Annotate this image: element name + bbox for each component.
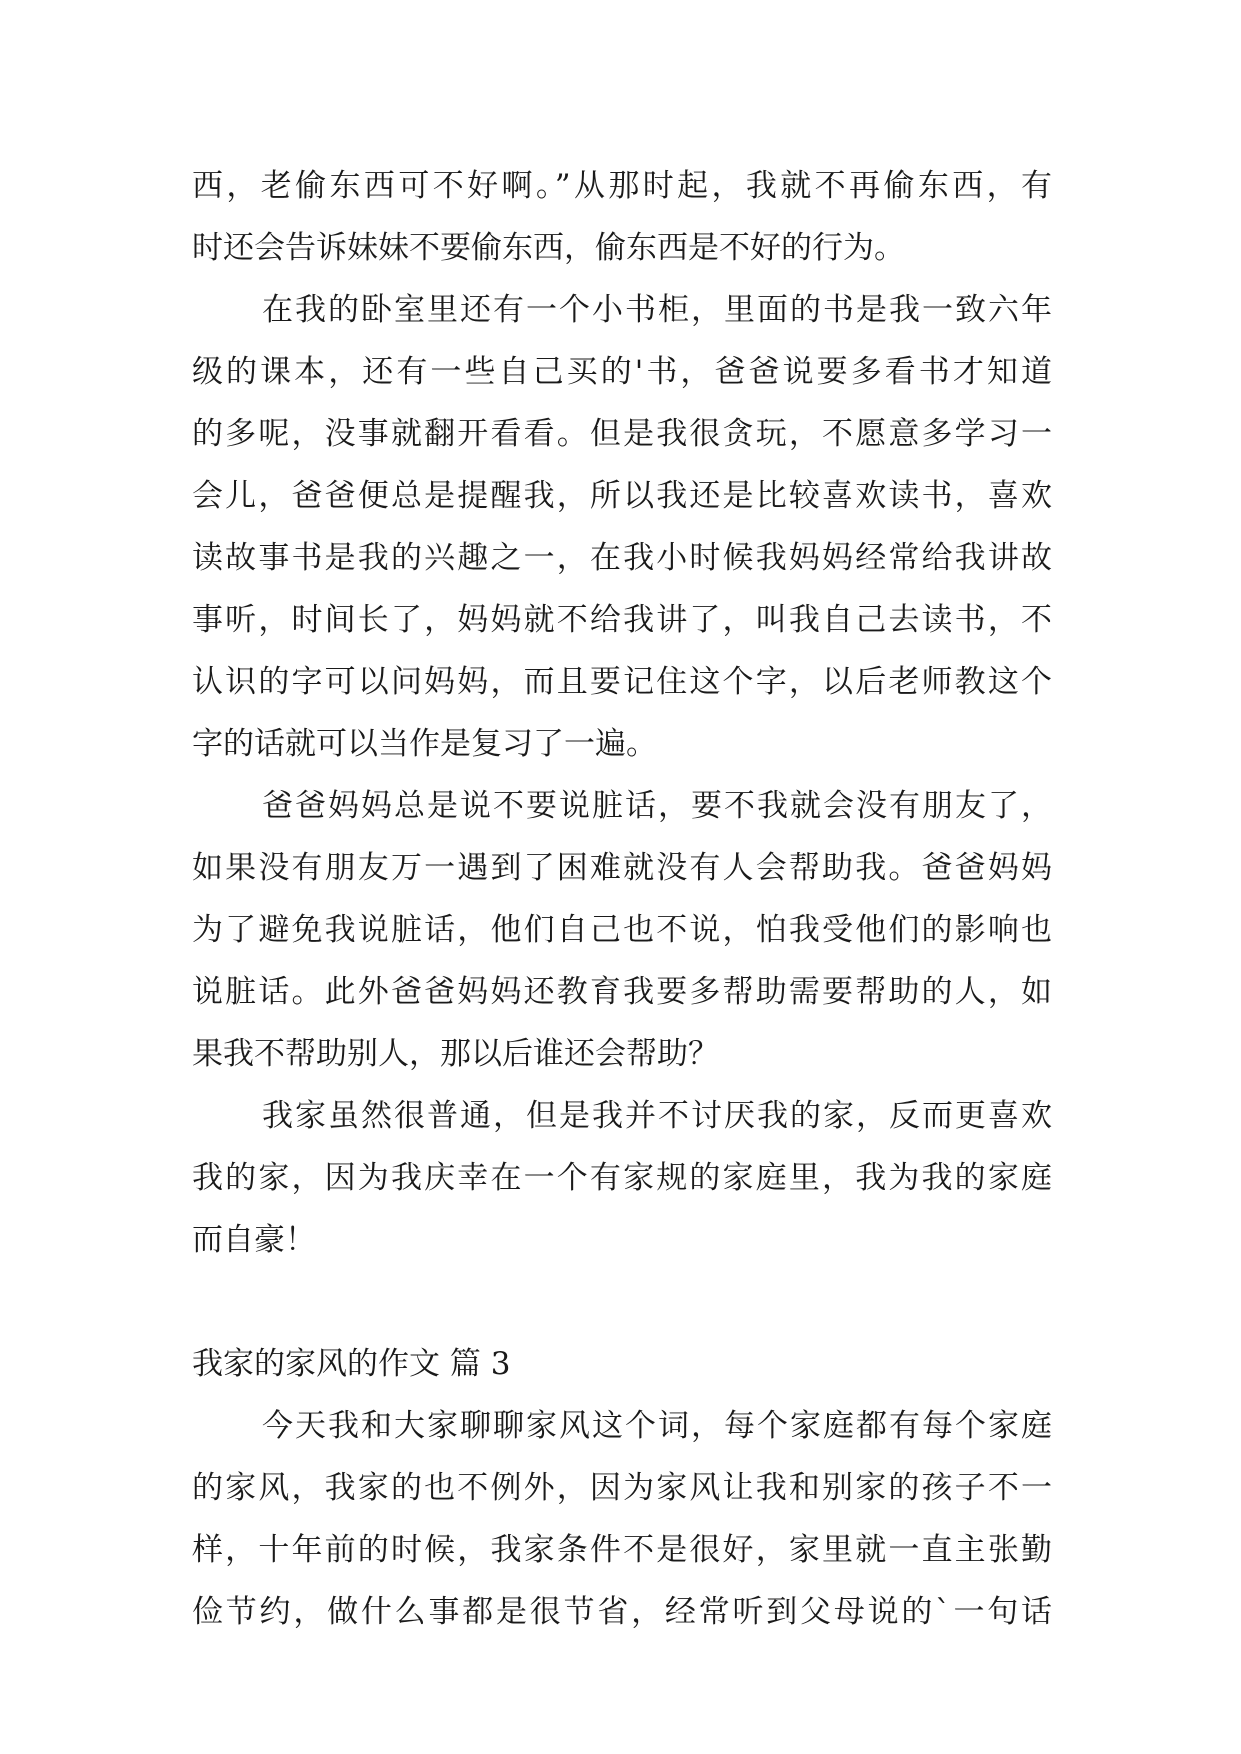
text-line: 事听，时间长了，妈妈就不给我讲了，叫我自己去读书，不 (192, 602, 1052, 638)
text-line: 爸爸妈妈总是说不要说脏话，要不我就会没有朋友了， (262, 788, 1052, 824)
text-line: 字的话就可以当作是复习了一遍。 (192, 726, 657, 762)
text-line: 西，老偷东西可不好啊。”从那时起，我就不再偷东西，有 (192, 168, 1052, 204)
text-line: 我家虽然很普通，但是我并不讨厌我的家，反而更喜欢 (262, 1098, 1052, 1134)
text-line: 如果没有朋友万一遇到了困难就没有人会帮助我。爸爸妈妈 (192, 850, 1052, 886)
text-line: 读故事书是我的兴趣之一，在我小时候我妈妈经常给我讲故 (192, 540, 1052, 576)
paragraph (192, 1395, 1052, 1643)
paragraph (192, 1085, 1052, 1271)
text-line: 样，十年前的时候，我家条件不是很好，家里就一直主张勤 (192, 1532, 1052, 1568)
section-spacer (192, 1271, 1052, 1333)
text-line: 说脏话。此外爸爸妈妈还教育我要多帮助需要帮助的人，如 (192, 974, 1052, 1010)
text-line: 的家风，我家的也不例外，因为家风让我和别家的孩子不一 (192, 1470, 1052, 1506)
text-line: 俭节约，做什么事都是很节省，经常听到父母说的`一句话 (192, 1594, 1052, 1630)
text-line: 认识的字可以问妈妈，而且要记住这个字，以后老师教这个 (192, 664, 1052, 700)
text-line: 时还会告诉妹妹不要偷东西，偷东西是不好的行为。 (192, 230, 905, 266)
text-line: 我的家，因为我庆幸在一个有家规的家庭里，我为我的家庭 (192, 1160, 1052, 1196)
text-line: 级的课本，还有一些自己买的'书，爸爸说要多看书才知道 (192, 354, 1052, 390)
text-line: 今天我和大家聊聊家风这个词，每个家庭都有每个家庭 (262, 1408, 1052, 1444)
paragraph (192, 775, 1052, 1085)
paragraph (192, 279, 1052, 775)
text-line: 而自豪！ (192, 1222, 316, 1258)
text-line: 为了避免我说脏话，他们自己也不说，怕我受他们的影响也 (192, 912, 1052, 948)
document-body (192, 155, 1052, 1643)
text-line: 会儿，爸爸便总是提醒我，所以我还是比较喜欢读书，喜欢 (192, 478, 1052, 514)
paragraph (192, 155, 1052, 279)
text-line: 果我不帮助别人，那以后谁还会帮助？ (192, 1036, 719, 1072)
text-line: 在我的卧室里还有一个小书柜，里面的书是我一致六年 (262, 292, 1052, 328)
section-heading: 我家的家风的作文 篇 3 (192, 1346, 511, 1382)
text-line: 的多呢，没事就翻开看看。但是我很贪玩，不愿意多学习一 (192, 416, 1052, 452)
